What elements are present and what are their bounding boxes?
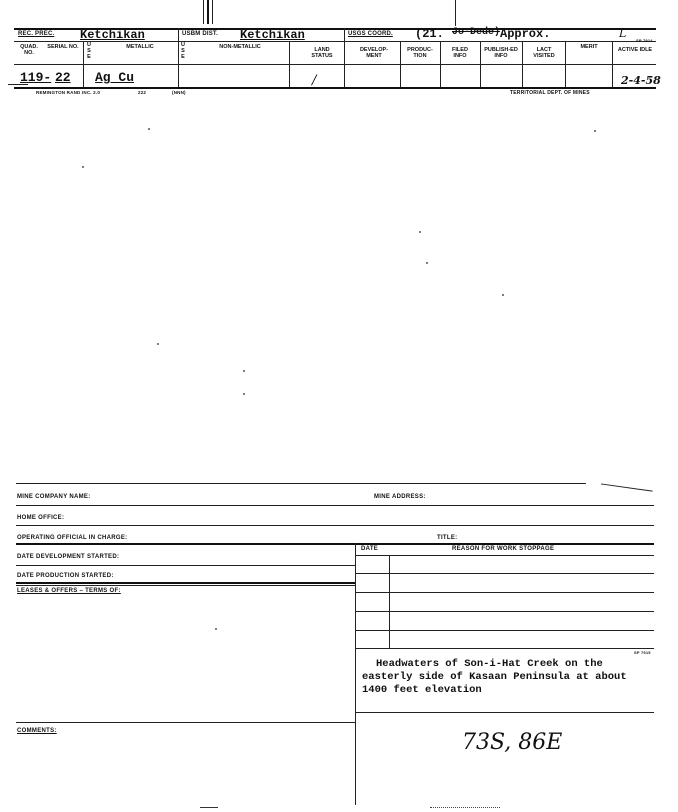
- mine-address-label: MINE ADDRESS:: [374, 494, 426, 500]
- col-land-status: LAND STATUS: [311, 47, 333, 59]
- col-production: PRODUC-TION: [407, 47, 433, 59]
- col-development: DEVELOP-MENT: [359, 47, 389, 59]
- mine-company-name-label: MINE COMPANY NAME:: [17, 494, 91, 500]
- quad-value: 119-: [20, 70, 52, 85]
- usgs-coord-label: USGS COORD.: [348, 31, 393, 37]
- date-prod-started-label: DATE PRODUCTION STARTED:: [17, 573, 114, 579]
- reason-col-label: REASON FOR WORK STOPPAGE: [452, 546, 555, 552]
- col-serial-no: SERIAL NO.: [47, 44, 79, 50]
- rec-prec-label: REC. PREC.: [18, 31, 55, 37]
- footer-mid2: (NNN): [172, 90, 186, 95]
- home-office-label: HOME OFFICE:: [17, 515, 65, 521]
- rec-prec-value: Ketchikan: [80, 28, 145, 42]
- footer-right: TERRITORIAL DEPT. OF MINES: [510, 90, 590, 96]
- title-label: TITLE:: [437, 535, 458, 541]
- location-description: Headwaters of Son-i-Hat Creek on the easterly side of Kasaan Peninsula at about 1400 feet elevation: [362, 658, 627, 696]
- handwritten-coordinates: 73S, 86E: [462, 730, 563, 755]
- form-code-bottom: SP 7915: [634, 650, 651, 655]
- col-merit: MERIT: [580, 44, 598, 50]
- top-register-tick: [455, 0, 456, 26]
- comments-label: COMMENTS:: [17, 728, 57, 734]
- corner-flourish: [599, 483, 652, 503]
- leases-label: LEASES & OFFERS – TERMS OF:: [17, 588, 121, 594]
- footer-mid1: 222: [138, 90, 147, 95]
- active-idle-mark: 2-4-58: [621, 74, 661, 87]
- col-filed-info: FILED INFO: [452, 47, 468, 59]
- bottom-edge-dots: [430, 807, 500, 811]
- date-col-label: DATE: [361, 546, 379, 552]
- col-active-idle: ACTIVE IDLE: [617, 47, 653, 53]
- usbm-dist-label: USBM DIST.: [182, 31, 219, 37]
- col-use-nonmetallic: U S E: [181, 42, 185, 60]
- footer-left: REMINGTON RAND INC. 2.0: [36, 90, 101, 95]
- col-use-metallic: U S E: [87, 42, 91, 60]
- land-status-mark: /: [312, 73, 317, 88]
- bottom-edge-mark: [200, 807, 218, 812]
- usgs-coord-approx: Approx.: [500, 27, 551, 41]
- serial-value: 22: [55, 70, 71, 85]
- col-non-metallic: NON-METALLIC: [219, 44, 261, 50]
- corner-mark: L: [619, 27, 627, 40]
- operating-official-label: OPERATING OFFICIAL IN CHARGE:: [17, 535, 128, 541]
- col-published-info: PUBLISH-ED INFO: [484, 47, 518, 59]
- date-dev-started-label: DATE DEVELOPMENT STARTED:: [17, 554, 120, 560]
- usbm-dist-value: Ketchikan: [240, 28, 305, 42]
- top-register-mark: [201, 0, 215, 24]
- usgs-coord-open: (21.: [415, 27, 444, 41]
- col-last-visited: LACT VISITED: [533, 47, 555, 59]
- col-quad-no: QUAD. NO.: [20, 44, 38, 56]
- form-code-top: SP 7914: [636, 38, 653, 43]
- usgs-coord-struck: Jo-Dede): [452, 27, 501, 38]
- metallic-value: Ag Cu: [95, 70, 135, 85]
- col-metallic: METALLIC: [126, 44, 154, 50]
